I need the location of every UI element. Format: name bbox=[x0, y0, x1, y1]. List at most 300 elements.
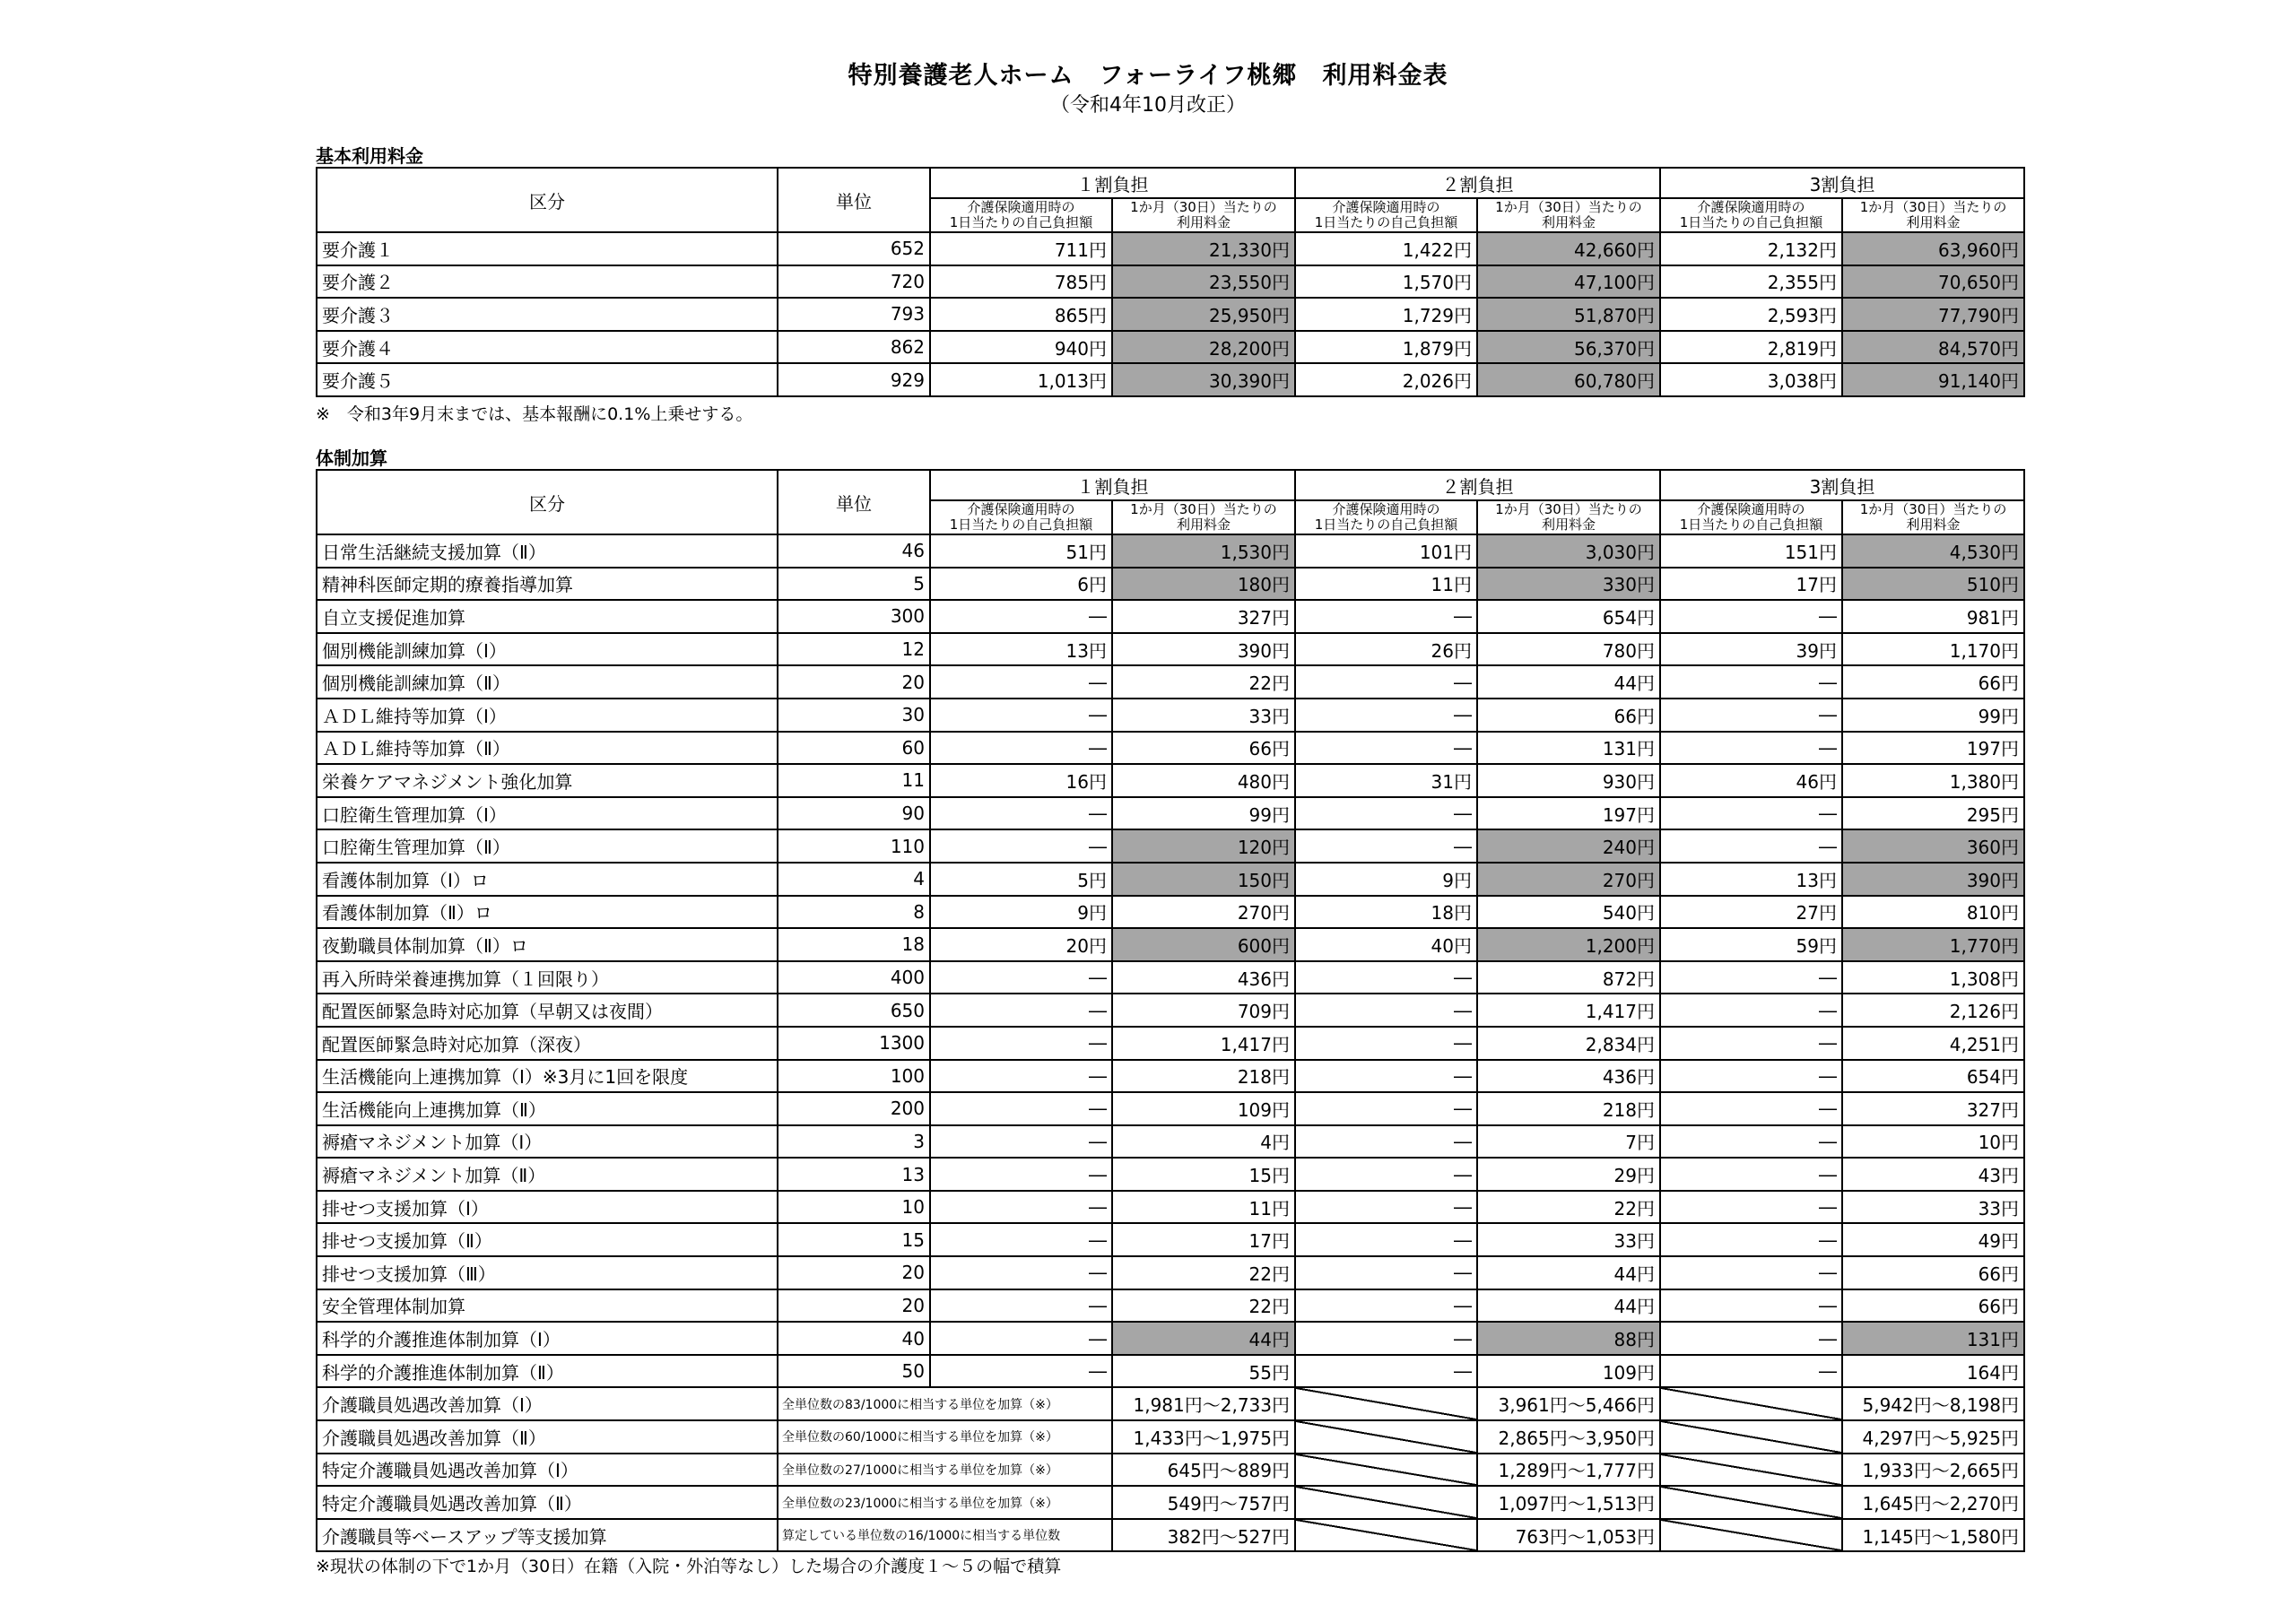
monthly-fee: 540円 bbox=[1477, 896, 1660, 929]
daily-fee: 2,026円 bbox=[1295, 363, 1477, 396]
unit-value: 720 bbox=[778, 265, 930, 299]
monthly-fee-range: 645円～889円 bbox=[1112, 1454, 1295, 1487]
daily-fee: 13円 bbox=[930, 633, 1112, 666]
unit-value: 8 bbox=[778, 896, 930, 929]
monthly-fee: 270円 bbox=[1112, 896, 1295, 929]
monthly-fee: 197円 bbox=[1842, 732, 2024, 765]
unit-value: 793 bbox=[778, 298, 930, 331]
daily-fee: 51円 bbox=[930, 534, 1112, 568]
unit-value: 10 bbox=[778, 1191, 930, 1224]
monthly-fee: 99円 bbox=[1112, 797, 1295, 830]
monthly-fee: 709円 bbox=[1112, 994, 1295, 1027]
daily-fee: ― bbox=[1660, 600, 1842, 633]
monthly-fee: 21,330円 bbox=[1112, 232, 1295, 265]
unit-description: 算定している単位数の16/1000に相当する単位数 bbox=[778, 1519, 1112, 1552]
table-row bbox=[317, 732, 2024, 765]
monthly-fee: 600円 bbox=[1112, 928, 1295, 961]
daily-fee: 1,013円 bbox=[930, 363, 1112, 396]
monthly-fee: 66円 bbox=[1842, 1256, 2024, 1289]
monthly-fee-range: 3,961円～5,466円 bbox=[1477, 1387, 1660, 1420]
addon-name: 科学的介護推進体制加算（Ⅰ） bbox=[317, 1322, 778, 1355]
daily-fee: 1,729円 bbox=[1295, 298, 1477, 331]
addon-name: 精神科医師定期的療養指導加算 bbox=[317, 568, 778, 601]
header-daily: 介護保険適用時の 1日当たりの自己負担額 bbox=[1295, 500, 1477, 534]
monthly-fee: 1,380円 bbox=[1842, 764, 2024, 797]
daily-fee: ― bbox=[930, 732, 1112, 765]
table-row bbox=[317, 633, 2024, 666]
monthly-fee-range: 549円～757円 bbox=[1112, 1486, 1295, 1519]
table-row bbox=[317, 363, 2024, 396]
daily-fee: 18円 bbox=[1295, 896, 1477, 929]
monthly-fee: 55円 bbox=[1112, 1355, 1295, 1388]
monthly-fee: 84,570円 bbox=[1842, 331, 2024, 364]
monthly-fee: 66円 bbox=[1112, 732, 1295, 765]
table-row bbox=[317, 699, 2024, 732]
table-row bbox=[317, 1191, 2024, 1224]
daily-fee: 39円 bbox=[1660, 633, 1842, 666]
daily-fee: ― bbox=[1660, 1060, 1842, 1093]
daily-fee: 46円 bbox=[1660, 764, 1842, 797]
table-row bbox=[317, 1322, 2024, 1355]
monthly-fee-range: 1,645円～2,270円 bbox=[1842, 1486, 2024, 1519]
daily-fee: 27円 bbox=[1660, 896, 1842, 929]
table-row bbox=[317, 265, 2024, 299]
monthly-fee-range: 1,433円～1,975円 bbox=[1112, 1420, 1295, 1454]
daily-fee: ― bbox=[930, 797, 1112, 830]
daily-fee: ― bbox=[1295, 1125, 1477, 1159]
addon-name: 配置医師緊急時対応加算（深夜） bbox=[317, 1027, 778, 1060]
addon-fee-label: 体制加算 bbox=[316, 447, 387, 469]
unit-value: 90 bbox=[778, 797, 930, 830]
daily-fee: ― bbox=[1295, 1191, 1477, 1224]
monthly-fee: 270円 bbox=[1477, 863, 1660, 896]
monthly-fee: 22円 bbox=[1112, 1289, 1295, 1323]
monthly-fee: 66円 bbox=[1477, 699, 1660, 732]
monthly-fee: 981円 bbox=[1842, 600, 2024, 633]
daily-fee: ― bbox=[1660, 665, 1842, 699]
monthly-fee: 480円 bbox=[1112, 764, 1295, 797]
header-burden-1: １割負担 bbox=[930, 168, 1295, 198]
unit-value: 3 bbox=[778, 1125, 930, 1159]
table-row bbox=[317, 232, 2024, 265]
header-monthly: 1か月（30日）当たりの 利用料金 bbox=[1842, 500, 2024, 534]
monthly-fee: 109円 bbox=[1477, 1355, 1660, 1388]
unit-description: 全単位数の83/1000に相当する単位を加算（※） bbox=[778, 1387, 1112, 1420]
table-row bbox=[317, 928, 2024, 961]
daily-fee: ― bbox=[930, 1322, 1112, 1355]
daily-fee: ― bbox=[1295, 1158, 1477, 1191]
table-row bbox=[317, 1355, 2024, 1388]
daily-fee: ― bbox=[1660, 1191, 1842, 1224]
addon-name: 介護職員処遇改善加算（Ⅰ） bbox=[317, 1387, 778, 1420]
table-row bbox=[317, 1454, 2024, 1487]
header-burden-2: ２割負担 bbox=[1295, 168, 1660, 198]
unit-value: 30 bbox=[778, 699, 930, 732]
daily-fee: 940円 bbox=[930, 331, 1112, 364]
table-row bbox=[317, 1256, 2024, 1289]
table-row bbox=[317, 1060, 2024, 1093]
monthly-fee: 654円 bbox=[1477, 600, 1660, 633]
daily-fee: ― bbox=[1295, 1092, 1477, 1125]
daily-fee: 3,038円 bbox=[1660, 363, 1842, 396]
monthly-fee: 49円 bbox=[1842, 1223, 2024, 1256]
monthly-fee: 131円 bbox=[1477, 732, 1660, 765]
monthly-fee: 60,780円 bbox=[1477, 363, 1660, 396]
monthly-fee: 33円 bbox=[1477, 1223, 1660, 1256]
daily-fee: 20円 bbox=[930, 928, 1112, 961]
daily-fee: 5円 bbox=[930, 863, 1112, 896]
unit-value: 40 bbox=[778, 1322, 930, 1355]
header-category: 区分 bbox=[317, 470, 778, 534]
unit-value: 300 bbox=[778, 600, 930, 633]
unit-value: 13 bbox=[778, 1158, 930, 1191]
monthly-fee: 4,251円 bbox=[1842, 1027, 2024, 1060]
unit-value: 110 bbox=[778, 829, 930, 863]
daily-fee: ― bbox=[1295, 1289, 1477, 1323]
daily-fee: ― bbox=[1295, 665, 1477, 699]
monthly-fee: 218円 bbox=[1477, 1092, 1660, 1125]
addon-name: 褥瘡マネジメント加算（Ⅱ） bbox=[317, 1158, 778, 1191]
daily-fee: ― bbox=[1295, 1322, 1477, 1355]
monthly-fee-range: 1,145円～1,580円 bbox=[1842, 1519, 2024, 1552]
monthly-fee-range: 1,981円～2,733円 bbox=[1112, 1387, 1295, 1420]
daily-fee: ― bbox=[1660, 829, 1842, 863]
monthly-fee: 28,200円 bbox=[1112, 331, 1295, 364]
monthly-fee: 29円 bbox=[1477, 1158, 1660, 1191]
unit-description: 全単位数の23/1000に相当する単位を加算（※） bbox=[778, 1486, 1112, 1519]
unit-value: 200 bbox=[778, 1092, 930, 1125]
addon-name: 特定介護職員処遇改善加算（Ⅱ） bbox=[317, 1486, 778, 1519]
monthly-fee: 22円 bbox=[1477, 1191, 1660, 1224]
monthly-fee-range: 4,297円～5,925円 bbox=[1842, 1420, 2024, 1454]
monthly-fee: 22円 bbox=[1112, 665, 1295, 699]
header-monthly: 1か月（30日）当たりの 利用料金 bbox=[1842, 198, 2024, 232]
unit-value: 20 bbox=[778, 1289, 930, 1323]
monthly-fee-range: 5,942円～8,198円 bbox=[1842, 1387, 2024, 1420]
daily-fee: 1,570円 bbox=[1295, 265, 1477, 299]
header-monthly: 1か月（30日）当たりの 利用料金 bbox=[1112, 198, 1295, 232]
daily-fee: ― bbox=[930, 1060, 1112, 1093]
table-row bbox=[317, 1486, 2024, 1519]
daily-fee: 2,355円 bbox=[1660, 265, 1842, 299]
monthly-fee: 327円 bbox=[1112, 600, 1295, 633]
monthly-fee: 44円 bbox=[1112, 1322, 1295, 1355]
table-row bbox=[317, 1027, 2024, 1060]
monthly-fee: 25,950円 bbox=[1112, 298, 1295, 331]
daily-fee: ― bbox=[1660, 1092, 1842, 1125]
header-daily: 介護保険適用時の 1日当たりの自己負担額 bbox=[1295, 198, 1477, 232]
daily-fee: 1,879円 bbox=[1295, 331, 1477, 364]
monthly-fee: 2,126円 bbox=[1842, 994, 2024, 1027]
not-applicable-cell bbox=[1295, 1486, 1477, 1519]
care-level-name: 要介護１ bbox=[317, 232, 778, 265]
monthly-fee: 109円 bbox=[1112, 1092, 1295, 1125]
monthly-fee: 63,960円 bbox=[1842, 232, 2024, 265]
addon-name: 生活機能向上連携加算（Ⅱ） bbox=[317, 1092, 778, 1125]
monthly-fee: 436円 bbox=[1477, 1060, 1660, 1093]
monthly-fee: 1,170円 bbox=[1842, 633, 2024, 666]
monthly-fee: 70,650円 bbox=[1842, 265, 2024, 299]
not-applicable-cell bbox=[1660, 1387, 1842, 1420]
monthly-fee: 1,308円 bbox=[1842, 961, 2024, 994]
addon-name: 特定介護職員処遇改善加算（Ⅰ） bbox=[317, 1454, 778, 1487]
monthly-fee: 15円 bbox=[1112, 1158, 1295, 1191]
daily-fee: ― bbox=[1295, 1256, 1477, 1289]
not-applicable-cell bbox=[1660, 1519, 1842, 1552]
monthly-fee: 30,390円 bbox=[1112, 363, 1295, 396]
monthly-fee: 4円 bbox=[1112, 1125, 1295, 1159]
not-applicable-cell bbox=[1660, 1486, 1842, 1519]
unit-value: 100 bbox=[778, 1060, 930, 1093]
addon-fee-note: ※現状の体制の下で1か月（30日）在籍（入院・外泊等なし）した場合の介護度１～５の幅で積算 bbox=[316, 1557, 1062, 1576]
monthly-fee: 17円 bbox=[1112, 1223, 1295, 1256]
daily-fee: ― bbox=[930, 600, 1112, 633]
care-level-name: 要介護３ bbox=[317, 298, 778, 331]
addon-name: 個別機能訓練加算（Ⅰ） bbox=[317, 633, 778, 666]
monthly-fee: 1,417円 bbox=[1112, 1027, 1295, 1060]
monthly-fee: 390円 bbox=[1842, 863, 2024, 896]
basic-fee-table bbox=[316, 167, 2025, 397]
daily-fee: 711円 bbox=[930, 232, 1112, 265]
monthly-fee: 22円 bbox=[1112, 1256, 1295, 1289]
daily-fee: ― bbox=[930, 1289, 1112, 1323]
unit-value: 50 bbox=[778, 1355, 930, 1388]
monthly-fee: 1,200円 bbox=[1477, 928, 1660, 961]
table-row bbox=[317, 764, 2024, 797]
monthly-fee: 780円 bbox=[1477, 633, 1660, 666]
monthly-fee: 42,660円 bbox=[1477, 232, 1660, 265]
basic-fee-label: 基本利用料金 bbox=[316, 145, 423, 167]
daily-fee: ― bbox=[1660, 1289, 1842, 1323]
daily-fee: ― bbox=[930, 1158, 1112, 1191]
header-daily: 介護保険適用時の 1日当たりの自己負担額 bbox=[930, 198, 1112, 232]
not-applicable-cell bbox=[1660, 1420, 1842, 1454]
header-burden-3: 3割負担 bbox=[1660, 470, 2024, 500]
daily-fee: 17円 bbox=[1660, 568, 1842, 601]
monthly-fee: 131円 bbox=[1842, 1322, 2024, 1355]
daily-fee: ― bbox=[1295, 1223, 1477, 1256]
unit-value: 60 bbox=[778, 732, 930, 765]
daily-fee: ― bbox=[930, 1027, 1112, 1060]
monthly-fee: 180円 bbox=[1112, 568, 1295, 601]
header-daily: 介護保険適用時の 1日当たりの自己負担額 bbox=[1660, 500, 1842, 534]
daily-fee: ― bbox=[930, 665, 1112, 699]
daily-fee: ― bbox=[1660, 1355, 1842, 1388]
daily-fee: ― bbox=[930, 699, 1112, 732]
daily-fee: ― bbox=[1660, 1158, 1842, 1191]
daily-fee: ― bbox=[1295, 600, 1477, 633]
daily-fee: 865円 bbox=[930, 298, 1112, 331]
header-monthly: 1か月（30日）当たりの 利用料金 bbox=[1477, 500, 1660, 534]
monthly-fee: 2,834円 bbox=[1477, 1027, 1660, 1060]
unit-value: 20 bbox=[778, 1256, 930, 1289]
monthly-fee: 44円 bbox=[1477, 665, 1660, 699]
daily-fee: 31円 bbox=[1295, 764, 1477, 797]
monthly-fee: 872円 bbox=[1477, 961, 1660, 994]
daily-fee: 59円 bbox=[1660, 928, 1842, 961]
unit-value: 12 bbox=[778, 633, 930, 666]
table-row bbox=[317, 961, 2024, 994]
monthly-fee-range: 1,933円～2,665円 bbox=[1842, 1454, 2024, 1487]
monthly-fee: 23,550円 bbox=[1112, 265, 1295, 299]
monthly-fee: 1,530円 bbox=[1112, 534, 1295, 568]
page-title: 特別養護老人ホーム フォーライフ桃郷 利用料金表 bbox=[848, 62, 1448, 90]
daily-fee: ― bbox=[1660, 1322, 1842, 1355]
daily-fee: ― bbox=[1295, 961, 1477, 994]
daily-fee: ― bbox=[930, 1355, 1112, 1388]
daily-fee: ― bbox=[930, 829, 1112, 863]
addon-name: 安全管理体制加算 bbox=[317, 1289, 778, 1323]
monthly-fee: 390円 bbox=[1112, 633, 1295, 666]
addon-name: 口腔衛生管理加算（Ⅰ） bbox=[317, 797, 778, 830]
unit-value: 652 bbox=[778, 232, 930, 265]
table-row bbox=[317, 534, 2024, 568]
table-row bbox=[317, 1289, 2024, 1323]
monthly-fee: 330円 bbox=[1477, 568, 1660, 601]
daily-fee: ― bbox=[1660, 1256, 1842, 1289]
header-daily: 介護保険適用時の 1日当たりの自己負担額 bbox=[1660, 198, 1842, 232]
unit-value: 862 bbox=[778, 331, 930, 364]
daily-fee: 101円 bbox=[1295, 534, 1477, 568]
monthly-fee: 4,530円 bbox=[1842, 534, 2024, 568]
daily-fee: 9円 bbox=[930, 896, 1112, 929]
daily-fee: ― bbox=[1660, 1223, 1842, 1256]
monthly-fee: 164円 bbox=[1842, 1355, 2024, 1388]
monthly-fee: 510円 bbox=[1842, 568, 2024, 601]
daily-fee: ― bbox=[1660, 699, 1842, 732]
daily-fee: ― bbox=[930, 961, 1112, 994]
addon-name: 日常生活継続支援加算（Ⅱ） bbox=[317, 534, 778, 568]
monthly-fee: 240円 bbox=[1477, 829, 1660, 863]
table-row bbox=[317, 568, 2024, 601]
daily-fee: ― bbox=[930, 1092, 1112, 1125]
unit-value: 46 bbox=[778, 534, 930, 568]
not-applicable-cell bbox=[1295, 1519, 1477, 1552]
addon-name: 生活機能向上連携加算（Ⅰ）※3月に1回を限度 bbox=[317, 1060, 778, 1093]
daily-fee: 785円 bbox=[930, 265, 1112, 299]
header-monthly: 1か月（30日）当たりの 利用料金 bbox=[1477, 198, 1660, 232]
daily-fee: ― bbox=[1660, 961, 1842, 994]
addon-name: 排せつ支援加算（Ⅱ） bbox=[317, 1223, 778, 1256]
monthly-fee: 10円 bbox=[1842, 1125, 2024, 1159]
table-row bbox=[317, 665, 2024, 699]
table-row bbox=[317, 1420, 2024, 1454]
unit-value: 20 bbox=[778, 665, 930, 699]
monthly-fee: 66円 bbox=[1842, 665, 2024, 699]
monthly-fee: 66円 bbox=[1842, 1289, 2024, 1323]
monthly-fee: 47,100円 bbox=[1477, 265, 1660, 299]
unit-value: 929 bbox=[778, 363, 930, 396]
monthly-fee: 43円 bbox=[1842, 1158, 2024, 1191]
monthly-fee: 44円 bbox=[1477, 1256, 1660, 1289]
daily-fee: 2,819円 bbox=[1660, 331, 1842, 364]
header-unit: 単位 bbox=[778, 168, 930, 232]
daily-fee: 151円 bbox=[1660, 534, 1842, 568]
table-row bbox=[317, 1387, 2024, 1420]
not-applicable-cell bbox=[1295, 1454, 1477, 1487]
addon-name: 口腔衛生管理加算（Ⅱ） bbox=[317, 829, 778, 863]
addon-name: 排せつ支援加算（Ⅰ） bbox=[317, 1191, 778, 1224]
daily-fee: ― bbox=[1295, 797, 1477, 830]
daily-fee: ― bbox=[1660, 994, 1842, 1027]
care-level-name: 要介護４ bbox=[317, 331, 778, 364]
monthly-fee-range: 763円～1,053円 bbox=[1477, 1519, 1660, 1552]
not-applicable-cell bbox=[1660, 1454, 1842, 1487]
addon-name: 個別機能訓練加算（Ⅱ） bbox=[317, 665, 778, 699]
header-unit: 単位 bbox=[778, 470, 930, 534]
table-row bbox=[317, 863, 2024, 896]
addon-name: 看護体制加算（Ⅱ）ロ bbox=[317, 896, 778, 929]
daily-fee: 11円 bbox=[1295, 568, 1477, 601]
daily-fee: ― bbox=[1660, 732, 1842, 765]
monthly-fee: 1,417円 bbox=[1477, 994, 1660, 1027]
monthly-fee: 327円 bbox=[1842, 1092, 2024, 1125]
addon-name: 自立支援促進加算 bbox=[317, 600, 778, 633]
daily-fee: ― bbox=[1295, 1060, 1477, 1093]
monthly-fee: 88円 bbox=[1477, 1322, 1660, 1355]
table-row bbox=[317, 797, 2024, 830]
table-row bbox=[317, 829, 2024, 863]
addon-name: 介護職員等ベースアップ等支援加算 bbox=[317, 1519, 778, 1552]
monthly-fee: 3,030円 bbox=[1477, 534, 1660, 568]
header-burden-3: 3割負担 bbox=[1660, 168, 2024, 198]
monthly-fee: 120円 bbox=[1112, 829, 1295, 863]
daily-fee: 13円 bbox=[1660, 863, 1842, 896]
care-level-name: 要介護２ bbox=[317, 265, 778, 299]
table-row bbox=[317, 1223, 2024, 1256]
daily-fee: ― bbox=[1295, 699, 1477, 732]
header-category: 区分 bbox=[317, 168, 778, 232]
addon-name: 配置医師緊急時対応加算（早朝又は夜間） bbox=[317, 994, 778, 1027]
not-applicable-cell bbox=[1295, 1420, 1477, 1454]
daily-fee: ― bbox=[1295, 994, 1477, 1027]
monthly-fee: 295円 bbox=[1842, 797, 2024, 830]
daily-fee: 2,593円 bbox=[1660, 298, 1842, 331]
daily-fee: 40円 bbox=[1295, 928, 1477, 961]
monthly-fee: 33円 bbox=[1842, 1191, 2024, 1224]
monthly-fee: 810円 bbox=[1842, 896, 2024, 929]
header-burden-2: ２割負担 bbox=[1295, 470, 1660, 500]
addon-name: 夜勤職員体制加算（Ⅱ）ロ bbox=[317, 928, 778, 961]
monthly-fee: 150円 bbox=[1112, 863, 1295, 896]
addon-name: 褥瘡マネジメント加算（Ⅰ） bbox=[317, 1125, 778, 1159]
unit-description: 全単位数の60/1000に相当する単位を加算（※） bbox=[778, 1420, 1112, 1454]
addon-name: 介護職員処遇改善加算（Ⅱ） bbox=[317, 1420, 778, 1454]
table-row bbox=[317, 994, 2024, 1027]
daily-fee: ― bbox=[930, 1256, 1112, 1289]
daily-fee: ― bbox=[1295, 1027, 1477, 1060]
daily-fee: 1,422円 bbox=[1295, 232, 1477, 265]
addon-name: 看護体制加算（Ⅰ）ロ bbox=[317, 863, 778, 896]
monthly-fee: 654円 bbox=[1842, 1060, 2024, 1093]
monthly-fee: 930円 bbox=[1477, 764, 1660, 797]
monthly-fee-range: 1,289円～1,777円 bbox=[1477, 1454, 1660, 1487]
monthly-fee-range: 382円～527円 bbox=[1112, 1519, 1295, 1552]
monthly-fee: 218円 bbox=[1112, 1060, 1295, 1093]
monthly-fee: 77,790円 bbox=[1842, 298, 2024, 331]
daily-fee: ― bbox=[1660, 1027, 1842, 1060]
addon-name: ＡＤＬ維持等加算（Ⅰ） bbox=[317, 699, 778, 732]
unit-value: 1300 bbox=[778, 1027, 930, 1060]
monthly-fee: 51,870円 bbox=[1477, 298, 1660, 331]
monthly-fee: 436円 bbox=[1112, 961, 1295, 994]
table-row bbox=[317, 298, 2024, 331]
table-row bbox=[317, 600, 2024, 633]
monthly-fee: 197円 bbox=[1477, 797, 1660, 830]
monthly-fee: 360円 bbox=[1842, 829, 2024, 863]
daily-fee: ― bbox=[1660, 1125, 1842, 1159]
table-row bbox=[317, 896, 2024, 929]
